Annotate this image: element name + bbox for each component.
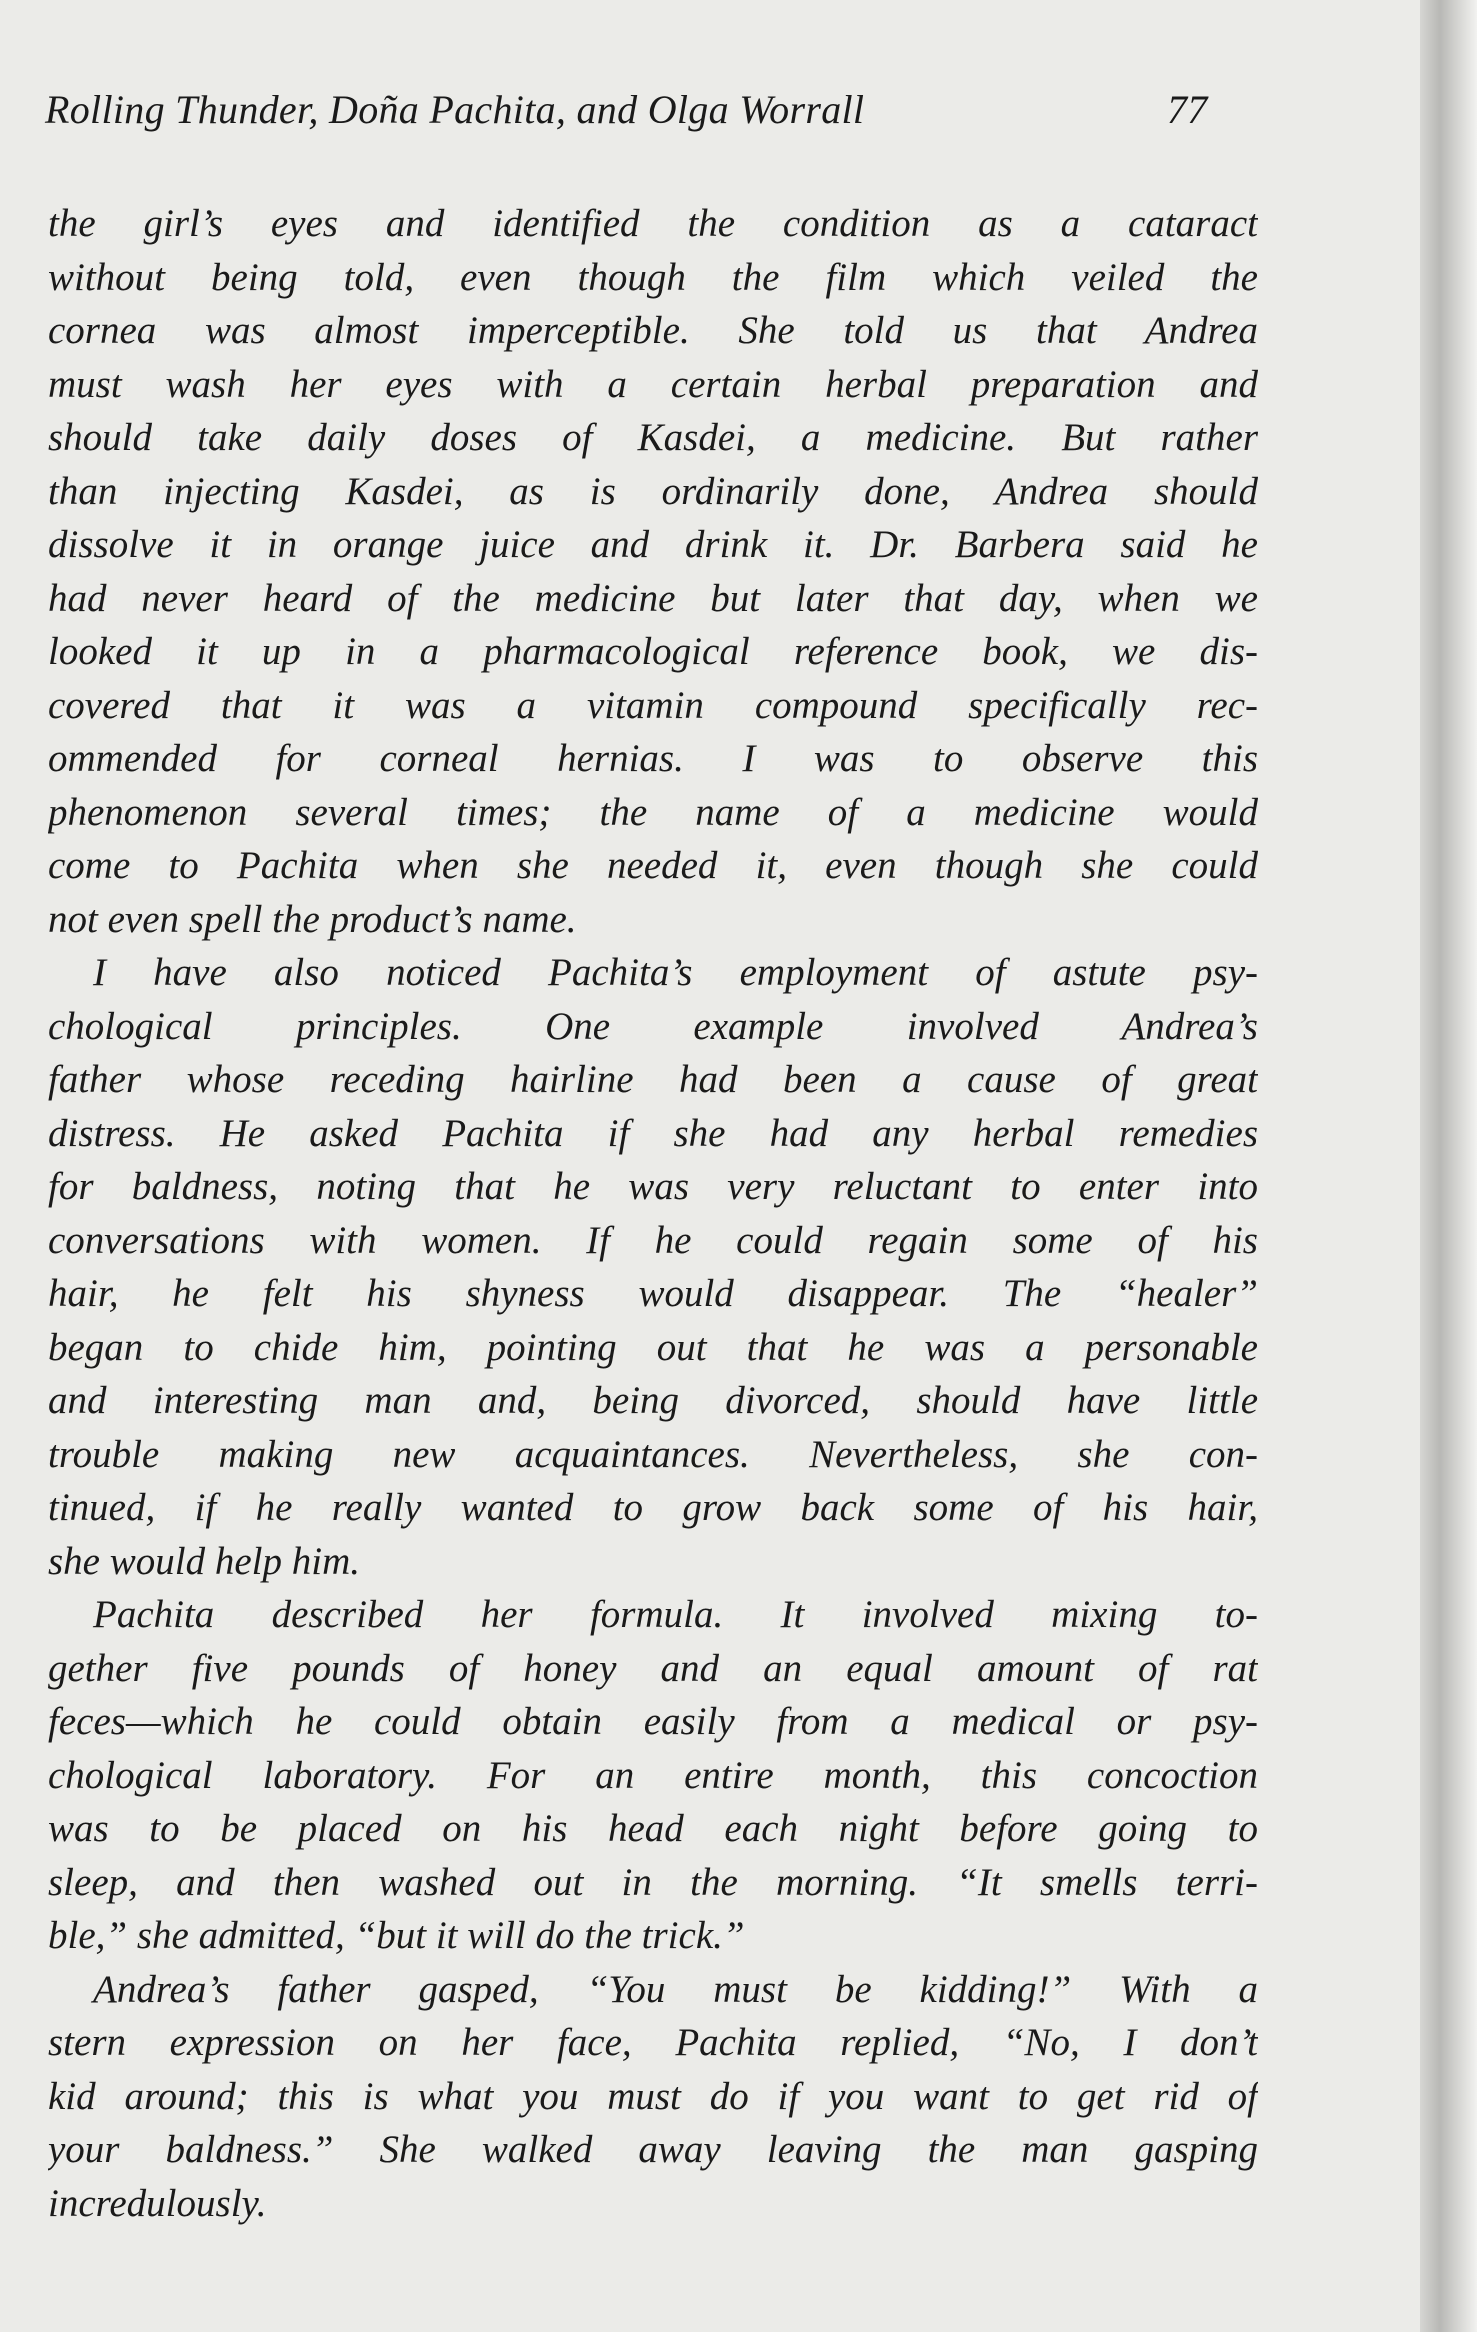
text-line: hair, he felt his shyness would disappear. The “healer” xyxy=(48,1272,1258,1315)
text-line: father whose receding hairline had been a cause of great xyxy=(48,1058,1258,1101)
text-line: and interesting man and, being divorced, should have little xyxy=(48,1379,1258,1422)
text-line: began to chide him, pointing out that he was a personable xyxy=(48,1325,1258,1369)
text-line: conversations with women. If he could regain some of his xyxy=(48,1218,1258,1262)
running-title: Rolling Thunder, Doña Pachita, and Olga Worrall xyxy=(45,87,865,132)
text-line: covered that it was a vitamin compound specifically rec- xyxy=(48,683,1258,727)
text-line: should take daily doses of Kasdei, a medicine. But rather xyxy=(48,416,1258,459)
text-line: incredulously. xyxy=(48,2181,267,2225)
text-line: phenomenon several times; the name of a medicine would xyxy=(48,790,1258,834)
text-line: kid around; this is what you must do if you want to get rid of xyxy=(48,2074,1258,2118)
text-line: chological laboratory. For an entire month, this concoction xyxy=(48,1753,1258,1797)
body-text xyxy=(48,197,1258,2230)
text-line: cornea was almost imperceptible. She told us that Andrea xyxy=(48,309,1258,352)
text-line: I have also noticed Pachita’s employment of astute psy- xyxy=(93,951,1258,994)
text-line: for baldness, noting that he was very reluctant to enter into xyxy=(48,1165,1258,1208)
text-line: your baldness.” She walked away leaving the man gasping xyxy=(48,2128,1258,2171)
text-line: ble,” she admitted, “but it will do the trick.” xyxy=(48,1914,745,1957)
text-line: trouble making new acquaintances. Nevertheless, she con- xyxy=(48,1432,1258,1476)
paragraph-1 xyxy=(48,197,1258,946)
text-line: chological principles. One example involved Andrea’s xyxy=(48,1004,1258,1048)
text-line: distress. He asked Pachita if she had any herbal remedies xyxy=(48,1111,1258,1155)
text-line: feces—which he could obtain easily from a medical or psy- xyxy=(48,1700,1258,1743)
page-edge-shadow xyxy=(1420,0,1477,2332)
text-line: not even spell the product’s name. xyxy=(48,897,577,941)
text-line: stern expression on her face, Pachita replied, “No, I don’t xyxy=(48,2021,1258,2064)
running-header xyxy=(45,80,1245,140)
text-line: was to be placed on his head each night before going to xyxy=(48,1807,1258,1850)
text-line: tinued, if he really wanted to grow back some of his hair, xyxy=(48,1486,1258,1529)
paragraph-3 xyxy=(48,1588,1258,1963)
page-number: 77 xyxy=(1167,87,1208,132)
text-line: Pachita described her formula. It involved mixing to- xyxy=(93,1593,1258,1636)
paragraph-4 xyxy=(48,1963,1258,2231)
text-line: must wash her eyes with a certain herbal preparation and xyxy=(48,362,1258,406)
text-line: than injecting Kasdei, as is ordinarily done, Andrea should xyxy=(48,469,1258,513)
text-line: sleep, and then washed out in the morning. “It smells terri- xyxy=(48,1860,1258,1904)
text-line: the girl’s eyes and identified the condition as a cataract xyxy=(48,202,1258,245)
text-line: looked it up in a pharmacological reference book, we dis- xyxy=(48,630,1258,673)
text-line: come to Pachita when she needed it, even though she could xyxy=(48,844,1258,887)
text-line: without being told, even though the film which veiled the xyxy=(48,255,1258,299)
text-line: dissolve it in orange juice and drink it. Dr. Barbera said he xyxy=(48,523,1258,566)
text-line: had never heard of the medicine but later that day, when we xyxy=(48,576,1258,620)
text-line: Andrea’s father gasped, “You must be kidding!” With a xyxy=(93,1967,1258,2011)
text-line: gether five pounds of honey and an equal amount of rat xyxy=(48,1646,1258,1690)
paragraph-2 xyxy=(48,946,1258,1588)
text-line: ommended for corneal hernias. I was to observe this xyxy=(48,737,1258,780)
text-line: she would help him. xyxy=(48,1539,360,1583)
